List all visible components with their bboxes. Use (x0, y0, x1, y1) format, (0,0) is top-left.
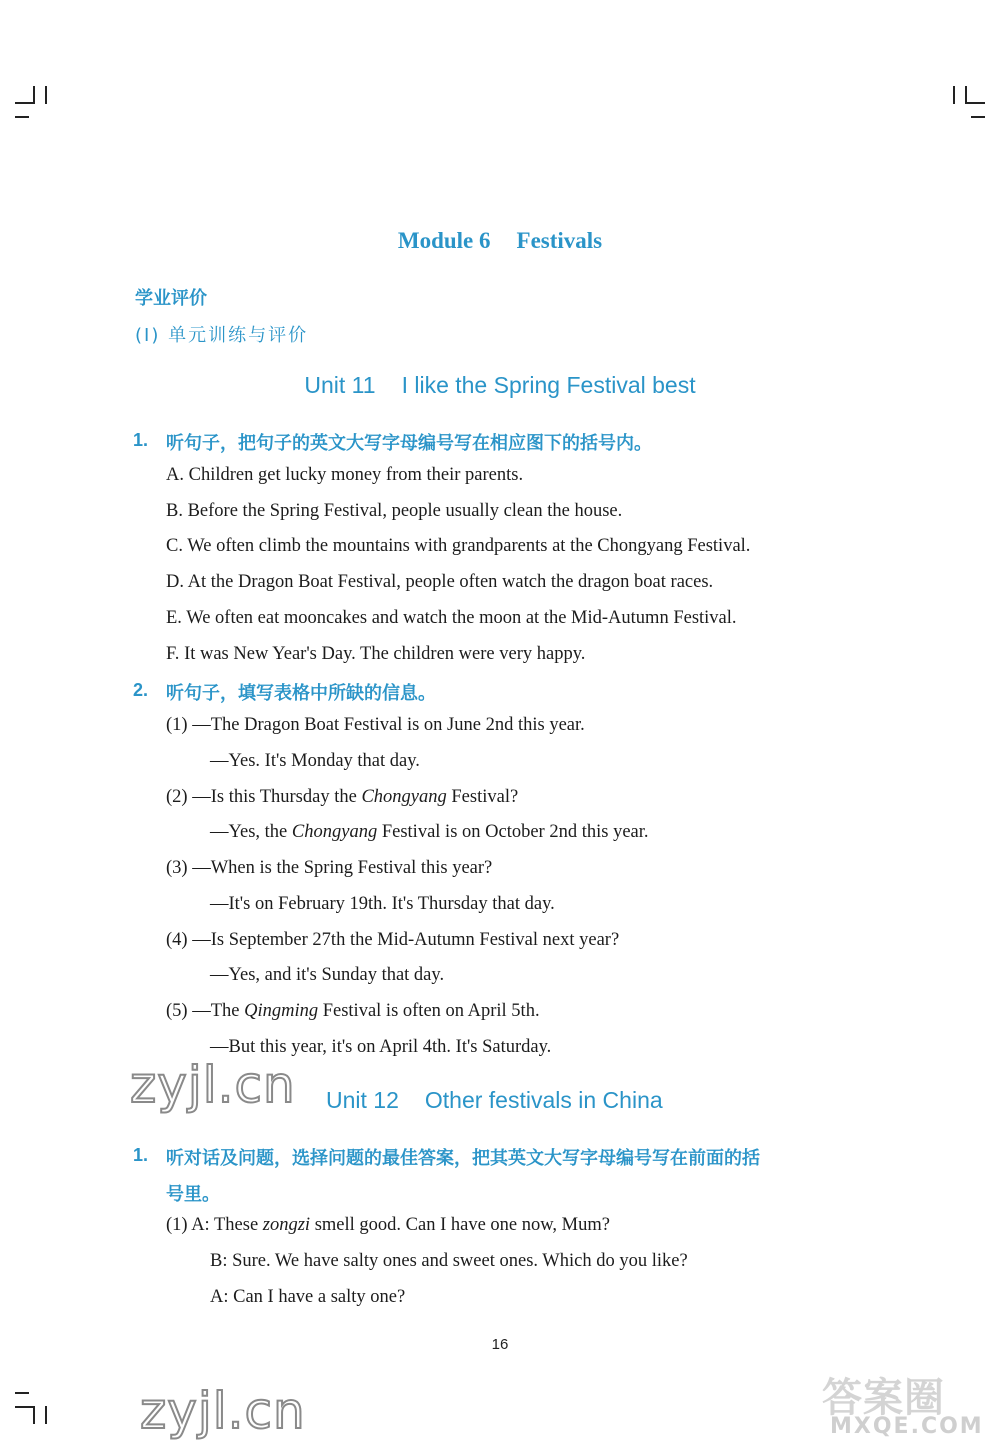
crop-mark (45, 1406, 47, 1424)
crop-mark (971, 116, 985, 118)
dialog-line: —It's on February 19th. It's Thursday that day. (210, 894, 555, 914)
crop-mark (45, 86, 47, 104)
page-number: 16 (491, 1336, 509, 1353)
crop-mark (15, 1406, 35, 1408)
list-item: B. Before the Spring Festival, people usually clean the house. (166, 501, 623, 521)
dialog-line: —But this year, it's on April 4th. It's Saturday. (210, 1037, 552, 1057)
crop-mark (15, 102, 35, 104)
question-instruction-cont: 号里。 (166, 1184, 220, 1205)
dialog-line: (4) —Is September 27th the Mid-Autumn Festival next year? (166, 930, 620, 950)
crop-mark (33, 86, 35, 104)
dialog-line: (5) —The Qingming Festival is often on April 5th. (166, 1001, 540, 1021)
question-number: 1. (133, 430, 149, 450)
dialog-line: (2) —Is this Thursday the Chongyang Festival? (166, 787, 519, 807)
list-item: E. We often eat mooncakes and watch the moon at the Mid-Autumn Festival. (166, 608, 737, 628)
list-item: A. Children get lucky money from their parents. (166, 465, 524, 485)
question-instruction: 听句子，填写表格中所缺的信息。 (166, 683, 436, 704)
question-number: 1. (133, 1145, 149, 1165)
crop-mark (15, 116, 29, 118)
module-number: Module 6 (397, 228, 491, 253)
watermark-text: zyjl.cn (140, 1382, 306, 1440)
unit11-name: I like the Spring Festival best (401, 372, 696, 398)
dialog-line: —Yes. It's Monday that day. (210, 751, 420, 771)
crop-mark (15, 1392, 29, 1394)
dialog-line: B: Sure. We have salty ones and sweet ones. Which do you like? (210, 1251, 688, 1271)
crop-mark (965, 102, 985, 104)
subsection-label: (Ⅰ) 单元训练与评价 (135, 325, 309, 346)
question-number: 2. (133, 680, 149, 700)
module-title (0, 228, 1000, 254)
unit11-number: Unit 11 (304, 372, 376, 398)
crop-mark (33, 1406, 35, 1424)
unit12-name: Other festivals in China (424, 1087, 663, 1113)
watermark-url: MXQE.COM (830, 1414, 984, 1439)
dialog-line: —Yes, the Chongyang Festival is on October 2nd this year. (210, 822, 649, 842)
dialog-line: —Yes, and it's Sunday that day. (210, 965, 445, 985)
unit12-number: Unit 12 (326, 1087, 399, 1113)
dialog-line: A: Can I have a salty one? (210, 1287, 406, 1307)
question-instruction: 听句子，把句子的英文大写字母编号写在相应图下的括号内。 (166, 433, 652, 454)
crop-mark (953, 86, 955, 104)
dialog-line: (1) —The Dragon Boat Festival is on June 2nd this year. (166, 715, 585, 735)
section-label: 学业评价 (135, 288, 207, 309)
list-item: C. We often climb the mountains with grandparents at the Chongyang Festival. (166, 536, 751, 556)
module-name: Festivals (516, 228, 603, 253)
question-instruction: 听对话及问题，选择问题的最佳答案，把其英文大写字母编号写在前面的括 (166, 1148, 760, 1169)
list-item: F. It was New Year's Day. The children were very happy. (166, 644, 586, 664)
watermark-text: zyjl.cn (130, 1056, 296, 1114)
unit11-title (0, 372, 1000, 399)
unit12-title (326, 1087, 663, 1114)
watermark-logo: 答案圈 (822, 1375, 945, 1421)
dialog-line: (1) A: These zongzi smell good. Can I have one now, Mum? (166, 1215, 610, 1235)
list-item: D. At the Dragon Boat Festival, people often watch the dragon boat races. (166, 572, 714, 592)
dialog-line: (3) —When is the Spring Festival this year? (166, 858, 493, 878)
